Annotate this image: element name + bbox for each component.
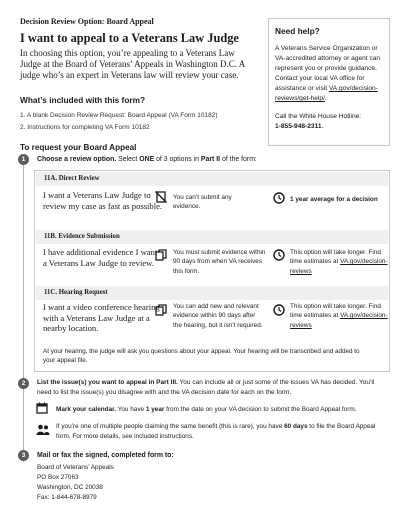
help-link-suffix: . (324, 95, 327, 102)
calendar-icon (36, 402, 48, 414)
help-body: A Veterans Service Organization or VA-accredited attorney or agent can represent you or provide guidance. Contact your local VA office for assistance or visit (275, 45, 381, 92)
help-text (275, 44, 383, 104)
step-3-bold: Mail or fax the signed, completed form to: (37, 452, 174, 459)
fax-line: Fax: 1-844-678-8979 (37, 494, 97, 501)
multi-part-b: to file the Board Appeal form. For more details, see included instructions. (56, 423, 376, 440)
calendar-year: 1 year (145, 406, 165, 413)
option-a-time: 1 year average for a decision (290, 196, 378, 203)
hotline-number: 1-855-948-2311 (275, 123, 322, 130)
step-3-text (37, 451, 174, 461)
get-help-link[interactable]: VA.gov/decision-reviews/get-help/ (275, 85, 378, 102)
multiple-claimants-note (56, 422, 386, 441)
calendar-bold: Mark your calendar. (56, 406, 117, 413)
option-c-desc: You can add new and relevant evidence within 90 days after the hearing, but it isn’t required. (173, 303, 263, 329)
option-b-time-text: This option will take longer. Find time estimates at (290, 249, 381, 266)
decision-reviews-link[interactable]: VA.gov/decision-reviews (290, 258, 388, 275)
included-heading: What’s included with this form? (20, 95, 146, 105)
hotline (275, 112, 383, 132)
multi-days: 60 days (284, 423, 308, 430)
step-1-part-a: Select (116, 156, 140, 163)
included-list (20, 110, 258, 134)
step-2-body: You can include all or just some of the issues VA has decided. You’ll need to list the issue(s) you disagree with and the VA decision date for each on the form. (37, 379, 375, 396)
page-title: I want to appeal to a Veterans Law Judge (20, 31, 239, 45)
eyebrow-title: Decision Review Option: Board Appeal (20, 17, 154, 26)
step-2-text (37, 378, 387, 398)
people-icon (36, 424, 50, 436)
step-connector-line (23, 162, 24, 462)
hotline-label: Call the White House Hotline: (275, 113, 362, 120)
calendar-part-b: from the date on your VA decision to submit the Board Appeal form. (164, 406, 357, 413)
step-1-badge: 1 (18, 154, 29, 165)
mailing-address (37, 463, 114, 503)
step-2-bold: List the issue(s) you want to appeal in Part III. (37, 379, 178, 386)
option-b-heading: 11B. Evidence Submission (36, 230, 388, 244)
decision-reviews-link[interactable]: VA.gov/decision-reviews (290, 312, 388, 329)
hotline-suffix: . (321, 123, 324, 130)
step-3-badge: 3 (18, 450, 29, 461)
clock-icon (273, 192, 285, 204)
step-1-part-c: of the form: (220, 156, 257, 163)
option-c-main: I want a video conference hearing with a Veterans Law Judge at a nearby location. (43, 302, 160, 333)
option-b-time (290, 248, 388, 276)
list-item: 1. A blank Decision Review Request: Board Appeal (VA Form 10182) (20, 112, 218, 119)
clock-icon (273, 304, 285, 316)
no-document-icon (155, 191, 167, 203)
documents-icon (155, 304, 167, 316)
options-box (34, 170, 390, 372)
option-a-desc: You can’t submit any evidence. (173, 194, 232, 211)
option-c-footnote: At your hearing, the judge will ask you questions about your appeal. Your hearing will be transcribed and added to your appeal file. (43, 348, 360, 365)
option-a-heading: 11A. Direct Review (36, 172, 388, 186)
calendar-note (56, 405, 386, 415)
help-box (268, 18, 390, 146)
address-line: Board of Veterans’ Appeals (37, 464, 114, 471)
option-c-time-text: This option will take longer. Find time estimates at (290, 303, 381, 320)
step-1-text (37, 155, 257, 165)
step-1-bold: Choose a review option. (37, 156, 117, 163)
clock-icon (273, 249, 285, 261)
option-c-heading: 11C. Hearing Request (36, 286, 388, 300)
header-column (20, 17, 258, 134)
help-title: Need help? (275, 26, 320, 36)
step-1-part: Part II (200, 156, 221, 163)
step-1-one: ONE (139, 156, 155, 163)
multi-part-a: If you’re one of multiple people claiming the same benefit (this is rare), you have (56, 423, 285, 430)
step-1-part-b: of 3 options in (154, 156, 201, 163)
option-b-desc: You must submit evidence within 90 days from when VA receives this form. (173, 249, 266, 275)
calendar-part-a: You have (116, 406, 146, 413)
list-item: 2. Instructions for completing VA Form 10182 (20, 124, 150, 131)
intro-paragraph: In choosing this option, you’re appealing to a Veterans Law Judge at the Board of Veterans’ Appeals in Washington D.C. A judge who’s an expert in Veterans law will review your case. (20, 48, 245, 80)
step-2-badge: 2 (18, 378, 29, 389)
documents-icon (155, 249, 167, 261)
option-c-time (290, 302, 388, 330)
address-line: PO Box 27063 (37, 474, 79, 481)
request-title: To request your Board Appeal (20, 143, 137, 152)
option-b-main: I have additional evidence I want a Veterans Law Judge to review. (43, 247, 158, 268)
option-a-main: I want a Veterans Law Judge to review my case as fast as possible. (43, 190, 163, 211)
address-line: Washington, DC 20038 (37, 484, 103, 491)
